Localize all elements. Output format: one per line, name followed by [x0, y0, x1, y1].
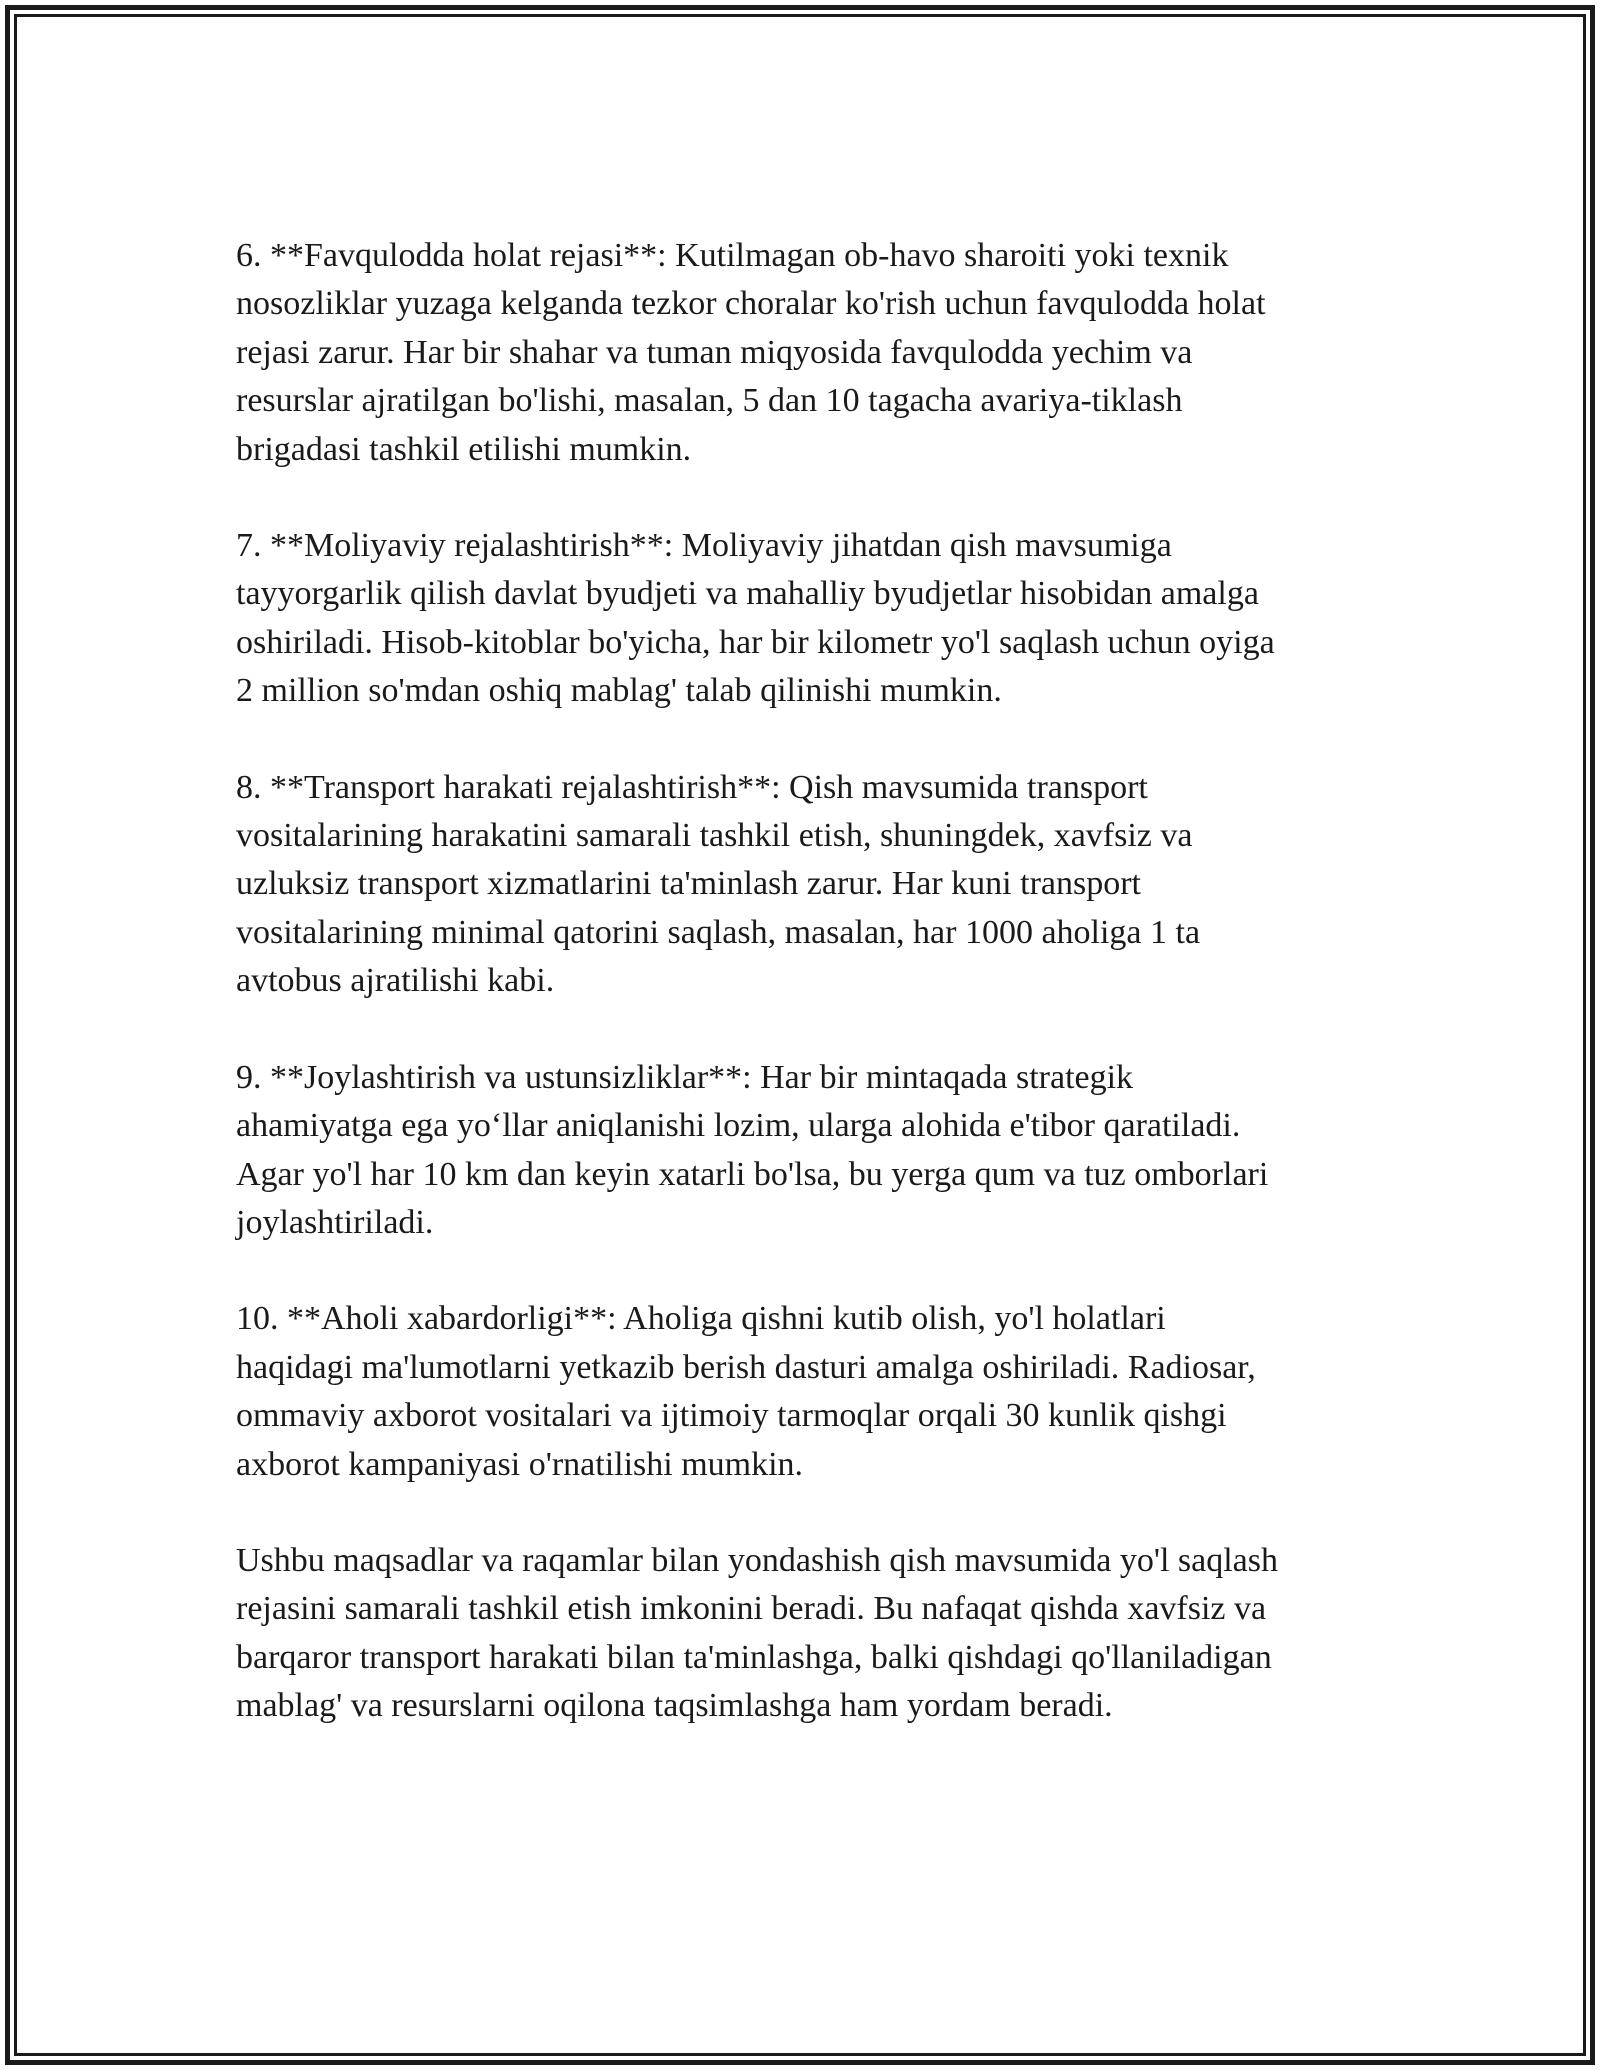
text-line: 9. **Joylashtirish va ustunsizliklar**: Har bir mintaqada strategik — [236, 1058, 1134, 1096]
text-line: Ushbu maqsadlar va raqamlar bilan yondashish qish mavsumida yo'l saqlash — [236, 1541, 1278, 1579]
text-line: vositalarining harakatini samarali tashkil etish, shuningdek, xavfsiz va — [236, 817, 1193, 855]
text-line: joylashtiriladi. — [236, 1203, 434, 1241]
text-line: oshiriladi. Hisob-kitoblar bo'yicha, har bir kilometr yo'l saqlash uchun oyiga — [236, 623, 1275, 661]
text-line: 7. **Moliyaviy rejalashtirish**: Moliyaviy jihatdan qish mavsumiga — [236, 527, 1172, 565]
text-line: barqaror transport harakati bilan ta'minlashga, balki qishdagi qo'llaniladigan — [236, 1638, 1272, 1676]
document-body — [236, 232, 1386, 1779]
text-line: brigadasi tashkil etilishi mumkin. — [236, 430, 692, 468]
text-line: tayyorgarlik qilish davlat byudjeti va mahalliy byudjetlar hisobidan amalga — [236, 575, 1259, 613]
text-line: vositalarining minimal qatorini saqlash, masalan, har 1000 aholiga 1 ta — [236, 913, 1201, 951]
text-line: 6. **Favqulodda holat rejasi**: Kutilmagan ob-havo sharoiti yoki texnik — [236, 237, 1229, 274]
text-line: 2 million so'mdan oshiq mablag' talab qilinishi mumkin. — [236, 672, 1002, 710]
text-line: resurslar ajratilgan bo'lishi, masalan, 5 dan 10 tagacha avariya-tiklash — [236, 382, 1183, 420]
text-line: avtobus ajratilishi kabi. — [236, 962, 555, 1000]
text-line: 10. **Aholi xabardorligi**: Aholiga qishni kutib olish, yo'l holatlari — [236, 1300, 1166, 1338]
text-line: nosozliklar yuzaga kelganda tezkor choralar ko'rish uchun favqulodda holat — [236, 285, 1266, 323]
text-line: Agar yo'l har 10 km dan keyin xatarli bo'lsa, bu yerga qum va tuz omborlari — [236, 1155, 1269, 1193]
text-line: uzluksiz transport xizmatlarini ta'minlash zarur. Har kuni transport — [236, 865, 1141, 903]
paragraph-emergency-plan — [236, 232, 1386, 474]
paragraph-financial-planning — [236, 522, 1386, 716]
text-line: mablag' va resurslarni oqilona taqsimlashga ham yordam beradi. — [236, 1687, 1113, 1725]
text-line: ahamiyatga ega yo‘llar aniqlanishi lozim, ularga alohida e'tibor qaratiladi. — [236, 1107, 1241, 1145]
paragraph-conclusion — [236, 1537, 1386, 1731]
text-line: haqidagi ma'lumotlarni yetkazib berish dasturi amalga oshiriladi. Radiosar, — [236, 1348, 1256, 1386]
paragraph-public-awareness — [236, 1295, 1386, 1489]
text-line: 8. **Transport harakati rejalashtirish**: Qish mavsumida transport — [236, 768, 1148, 806]
text-line: rejasi zarur. Har bir shahar va tuman miqyosida favqulodda yechim va — [236, 333, 1193, 371]
text-line: ommaviy axborot vositalari va ijtimoiy tarmoqlar orqali 30 kunlik qishgi — [236, 1397, 1227, 1435]
text-line: axborot kampaniyasi o'rnatilishi mumkin. — [236, 1445, 804, 1483]
text-line: rejasini samarali tashkil etish imkonini beradi. Bu nafaqat qishda xavfsiz va — [236, 1590, 1267, 1628]
paragraph-placement-priorities — [236, 1054, 1386, 1248]
paragraph-transport-planning — [236, 764, 1386, 1006]
